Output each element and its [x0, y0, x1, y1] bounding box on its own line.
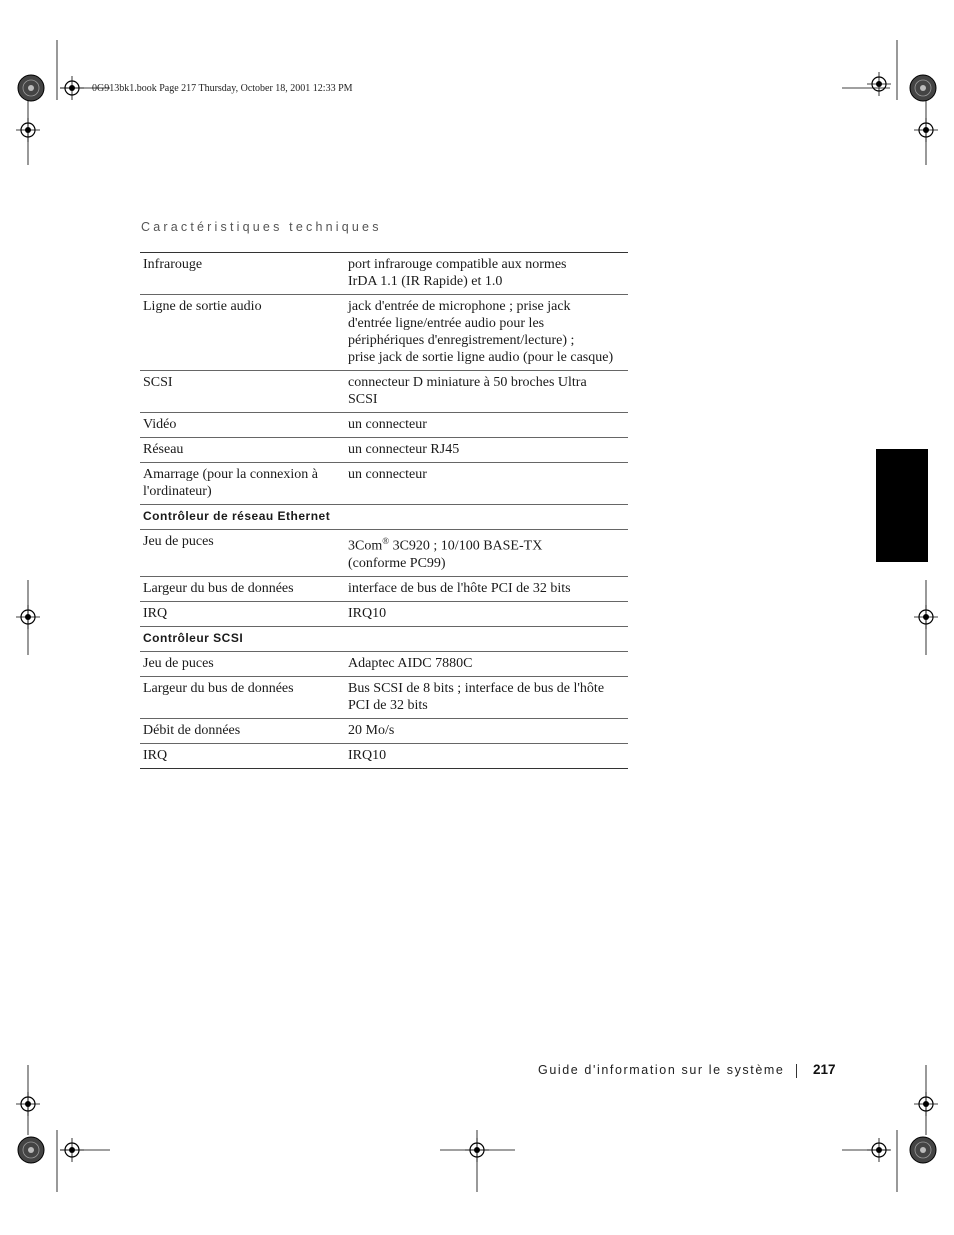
table-row	[140, 463, 628, 505]
spec-value	[345, 676, 628, 718]
spec-label: Largeur du bus de données	[140, 676, 345, 718]
table-row	[140, 718, 628, 743]
spec-value-line: connecteur D miniature à 50 broches Ultra	[348, 375, 587, 390]
spec-value	[345, 718, 628, 743]
spec-label: Amarrage (pour la connexion à l'ordinateur)	[140, 463, 345, 505]
spec-label: Jeu de puces	[140, 530, 345, 577]
spec-label: Largeur du bus de données	[140, 576, 345, 601]
spec-value	[345, 743, 628, 768]
spec-value-line: IrDA 1.1 (IR Rapide) et 1.0	[348, 274, 503, 289]
spec-value	[345, 463, 628, 505]
spec-value-line: un connecteur RJ45	[348, 442, 460, 457]
registered-mark: ®	[382, 536, 390, 546]
spec-value-line: PCI de 32 bits	[348, 697, 428, 713]
table-row	[140, 576, 628, 601]
chapter-thumb-tab	[876, 449, 928, 562]
table-row	[140, 253, 628, 295]
spec-value-line: (conforme PC99)	[348, 555, 446, 571]
spec-value-line: IRQ10	[348, 605, 387, 621]
spec-label: Infrarouge	[140, 253, 345, 295]
subheading-label: Contrôleur SCSI	[140, 626, 345, 651]
spec-label: Ligne de sortie audio	[140, 295, 345, 371]
spec-value	[345, 438, 628, 463]
spec-value-line: Adaptec AIDC 7880C	[348, 655, 473, 671]
footer-separator	[796, 1064, 797, 1078]
table-row	[140, 676, 628, 718]
spec-value	[345, 413, 628, 438]
subheading-label: Contrôleur de réseau Ethernet	[140, 505, 345, 530]
specifications-table-body	[140, 253, 628, 769]
footer-guide-title: Guide d'information sur le système	[538, 1063, 785, 1077]
spec-label: Réseau	[140, 438, 345, 463]
table-row	[140, 371, 628, 413]
subheading-empty-cell	[345, 626, 628, 651]
spec-value	[345, 371, 628, 413]
page-number: 217	[813, 1062, 836, 1077]
spec-label: IRQ	[143, 747, 168, 763]
spec-value	[345, 601, 628, 626]
spec-value-line: IRQ10	[348, 747, 387, 763]
table-row	[140, 438, 628, 463]
table-row	[140, 530, 628, 577]
spec-value-line: 20 Mo/s	[348, 722, 395, 738]
spec-value-line: périphériques d'enregistrement/lecture) ;	[348, 333, 575, 348]
section-title: Caractéristiques techniques	[141, 220, 382, 234]
table-row	[140, 651, 628, 676]
spec-value-line: un connecteur	[348, 467, 427, 482]
spec-value-line: Bus SCSI de 8 bits ; interface de bus de l'hôte	[348, 680, 605, 696]
spec-label: Vidéo	[140, 413, 345, 438]
model-text: 3C920 ; 10/100 BASE-TX	[389, 538, 543, 554]
spec-value-line	[348, 533, 625, 555]
print-header: 0G913bk1.book Page 217 Thursday, October 18, 2001 12:33 PM	[92, 83, 353, 94]
spec-value-line: interface de bus de l'hôte PCI de 32 bits	[348, 580, 571, 596]
spec-value	[345, 576, 628, 601]
table-row	[140, 413, 628, 438]
table-row	[140, 601, 628, 626]
subheading-empty-cell	[345, 505, 628, 530]
spec-value-line: prise jack de sortie ligne audio (pour le casque)	[348, 350, 614, 365]
table-subheading-row	[140, 626, 628, 651]
spec-value-line: port infrarouge compatible aux normes	[348, 257, 567, 272]
spec-value-line: d'entrée ligne/entrée audio pour les	[348, 316, 545, 331]
spec-value	[345, 530, 628, 577]
spec-value	[345, 253, 628, 295]
table-row	[140, 295, 628, 371]
spec-label: IRQ	[140, 601, 345, 626]
spec-value	[345, 651, 628, 676]
spec-label: Débit de données	[140, 718, 345, 743]
table-subheading-row	[140, 505, 628, 530]
spec-value-line: un connecteur	[348, 417, 427, 432]
spec-value	[345, 295, 628, 371]
spec-label: SCSI	[140, 371, 345, 413]
spec-label: Jeu de puces	[140, 651, 345, 676]
specifications-table	[140, 252, 628, 769]
brand-name: 3Com	[348, 538, 383, 554]
table-row	[140, 743, 628, 768]
spec-value-line: SCSI	[348, 392, 378, 407]
spec-value-line: jack d'entrée de microphone ; prise jack	[348, 299, 571, 314]
